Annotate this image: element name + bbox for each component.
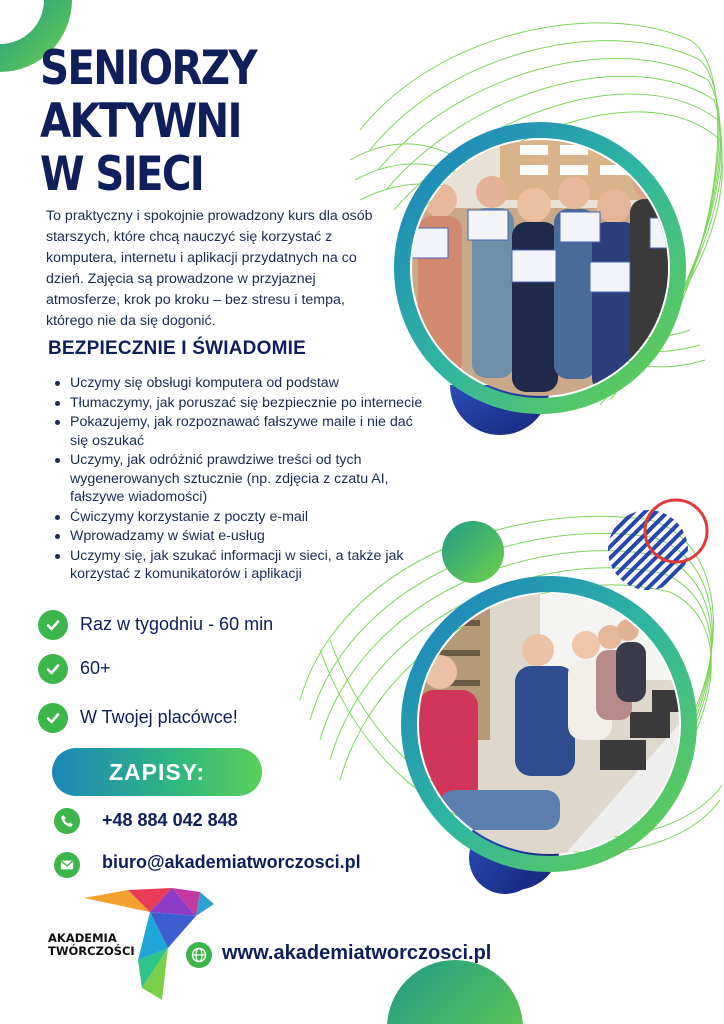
logo-line-1: AKADEMIA (48, 931, 117, 945)
list-item: Pokazujemy, jak rozpoznawać fałszywe maile i nie dać się oszukać (52, 413, 432, 450)
globe-icon (186, 942, 212, 968)
green-circle-bottom (387, 960, 523, 1024)
email-link[interactable]: biuro@akademiatworczosci.pl (102, 852, 361, 872)
feature-bullet-list (52, 374, 432, 585)
feature-age (38, 654, 338, 686)
list-item: Uczymy się obsługi komputera od podstaw (52, 374, 432, 393)
section-heading: BEZPIECZNIE I ŚWIADOMIE (48, 338, 306, 359)
title-line-1: SENIORZY (40, 41, 256, 96)
page-title (40, 42, 256, 201)
list-item: Ćwiczymy korzystanie z poczty e-mail (52, 508, 432, 527)
feature-label: Raz w tygodniu - 60 min (80, 614, 274, 634)
signup-button[interactable]: ZAPISY: (52, 748, 262, 796)
intro-paragraph: To praktyczny i spokojnie prowadzony kurs dla osób starszych, które chcą nauczyć się korzystać z komputera, internetu i aplikacji przydatnych na co dzień. Zajęcia są prowadzone w przyjaznej atmosferze, krok po kroku – bez stresu i tempa, którego nie da się dogonić. (46, 208, 373, 329)
phone-icon (54, 808, 80, 834)
logo-line-2: TWÓRCZOŚCI (48, 944, 135, 958)
feature-label: 60+ (80, 658, 111, 678)
feature-label: W Twojej placówce! (80, 707, 238, 727)
logo (48, 932, 135, 958)
list-item: Wprowadzamy w świat e-usług (52, 527, 432, 546)
feature-frequency (38, 610, 338, 642)
feature-location (38, 703, 338, 735)
phone-number[interactable]: +48 884 042 848 (102, 810, 238, 830)
list-item: Uczymy się, jak szukać informacji w sieci, a także jak korzystać z komunikatorów i aplikacji (52, 547, 432, 584)
envelope-icon (54, 852, 80, 878)
title-line-2: AKTYWNI (40, 94, 241, 149)
check-icon (38, 610, 68, 640)
striped-circle (608, 510, 688, 590)
title-line-3: W SIECI (40, 147, 204, 202)
list-item: Tłumaczymy, jak poruszać się bezpiecznie po internecie (52, 394, 432, 413)
list-item: Uczymy, jak odróżnić prawdziwe treści od tych wygenerowanych sztucznie (np. zdjęcia z czatu AI, fałszywe wiadomości) (52, 451, 432, 507)
check-icon (38, 703, 68, 733)
green-dot (442, 521, 504, 583)
website-link[interactable]: www.akademiatworczosci.pl (222, 942, 492, 964)
check-icon (38, 654, 68, 684)
